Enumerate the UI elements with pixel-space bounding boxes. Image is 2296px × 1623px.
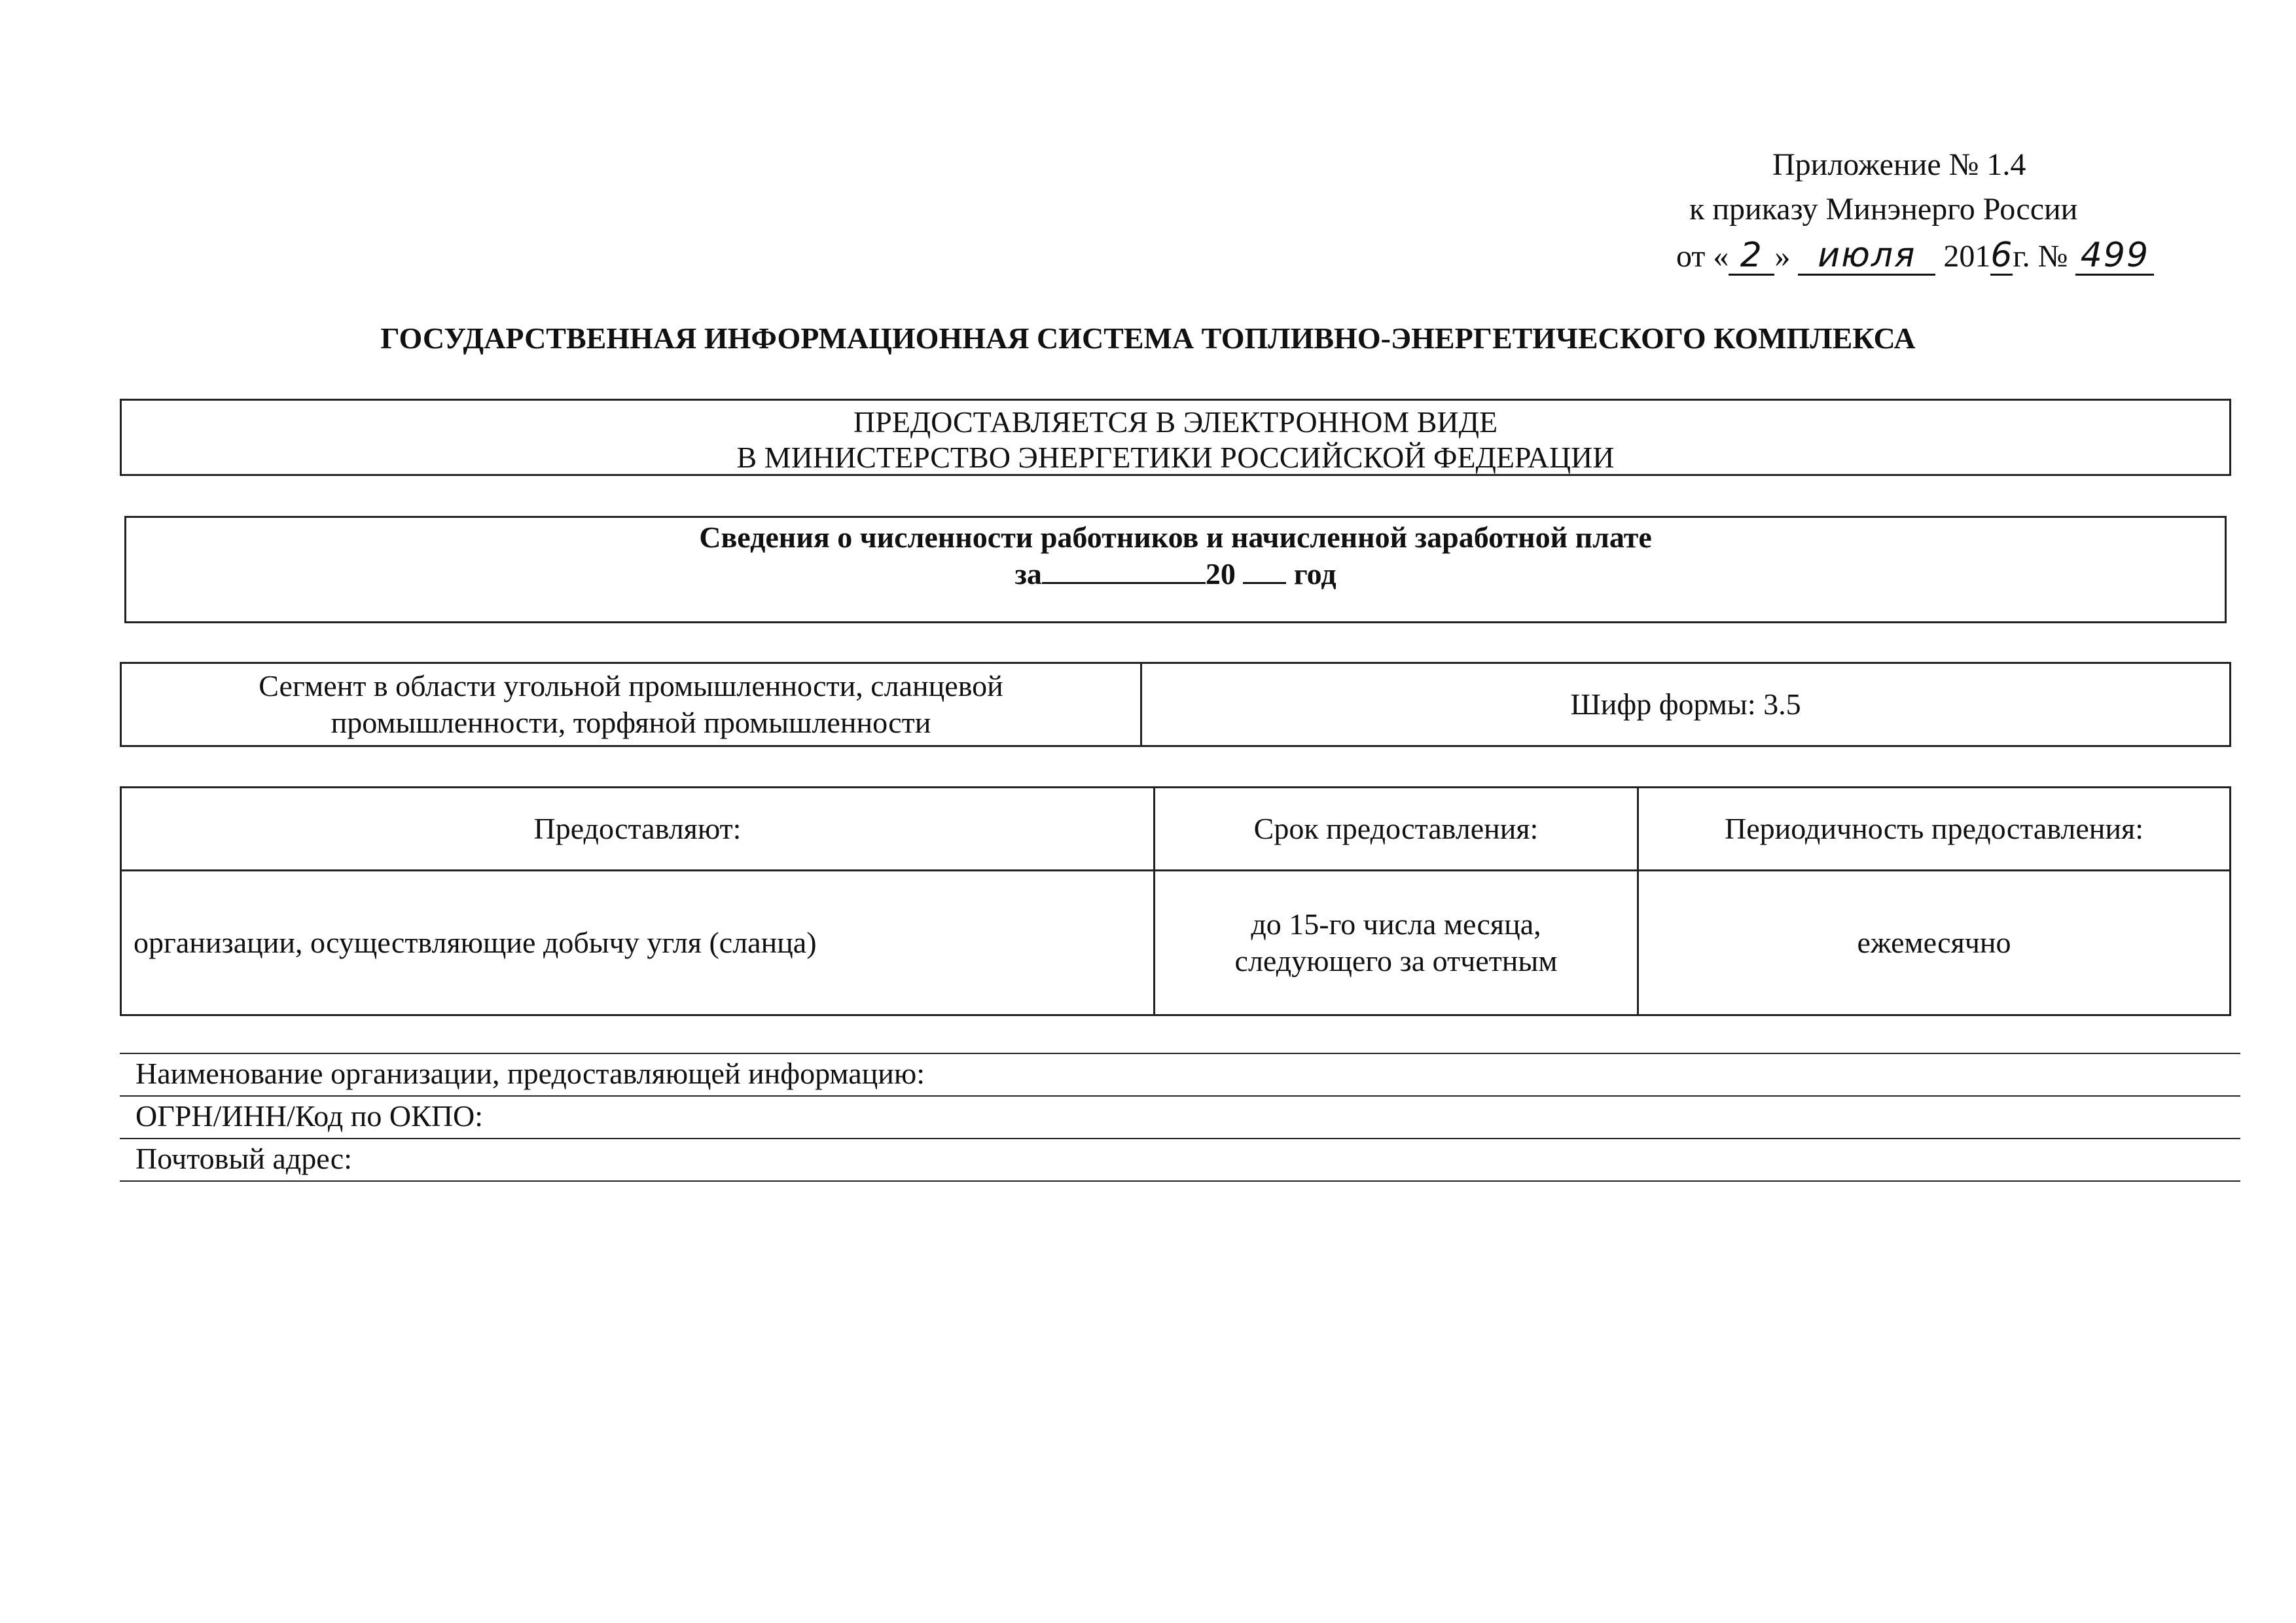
appendix-order-date — [1676, 237, 2154, 276]
table-header-row — [121, 788, 2231, 871]
appendix-order-ref: к приказу Минэнерго России — [1689, 192, 2078, 227]
date-mid: » — [1774, 239, 1791, 274]
field-organization-name: Наименование организации, предоставляющей информацию: — [120, 1053, 2240, 1096]
submission-line-1: ПРЕДОСТАВЛЯЕТСЯ В ЭЛЕКТРОННОМ ВИДЕ — [853, 405, 1498, 439]
segment-cell — [121, 663, 1141, 746]
report-title: Сведения о численности работников и начисленной заработной плате — [699, 520, 1652, 554]
submission-line-2: В МИНИСТЕРСТВО ЭНЕРГЕТИКИ РОССИЙСКОЙ ФЕДЕРАЦИИ — [736, 441, 1615, 474]
deadline-line-2: следующего за отчетным — [1234, 944, 1558, 977]
date-prefix: от « — [1676, 239, 1729, 274]
form-code: Шифр формы: 3.5 — [1570, 687, 1801, 721]
period-prefix: за — [1014, 557, 1042, 591]
handwritten-month: июля — [1798, 237, 1935, 276]
cell-frequency: ежемесячно — [1638, 871, 2231, 1015]
appendix-number: Приложение № 1.4 — [1772, 147, 2026, 182]
header-frequency: Периодичность предоставления: — [1638, 788, 2231, 871]
cell-who: организации, осуществляющие добычу угля (сланца) — [121, 871, 1155, 1015]
segment-line-1: Сегмент в области угольной промышленности, сланцевой — [259, 669, 1003, 702]
period-year: 20 — [1205, 557, 1236, 591]
period-suffix: год — [1293, 557, 1336, 591]
deadline-line-1: до 15-го числа месяца, — [1251, 907, 1541, 941]
submission-box — [120, 399, 2231, 476]
handwritten-order-number: 499 — [2075, 237, 2154, 276]
field-ogrn-inn-okpo: ОГРН/ИНН/Код по ОКПО: — [120, 1095, 2240, 1139]
header-deadline: Срок предоставления: — [1155, 788, 1638, 871]
segment-table — [120, 662, 2231, 747]
period-blank — [1042, 556, 1206, 584]
system-title: ГОСУДАРСТВЕННАЯ ИНФОРМАЦИОННАЯ СИСТЕМА ТОПЛИВНО-ЭНЕРГЕТИЧЕСКОГО КОМПЛЕКСА — [380, 321, 1916, 355]
cell-deadline — [1155, 871, 1638, 1015]
report-period — [126, 556, 2225, 593]
submission-table — [120, 786, 2231, 1016]
year-prefix: 201 — [1943, 239, 1991, 274]
appendix-header — [0, 0, 2296, 301]
handwritten-day: 2 — [1729, 237, 1774, 276]
field-postal-address: Почтовый адрес: — [120, 1138, 2240, 1181]
segment-line-2: промышленности, торфяной промышленности — [331, 706, 931, 739]
field-bottom-rule — [120, 1180, 2240, 1182]
year-blank — [1243, 556, 1286, 584]
form-code-cell — [1141, 663, 2231, 746]
report-title-box — [124, 516, 2227, 623]
order-number-label: г. № — [2013, 239, 2068, 274]
handwritten-year-digit: 6 — [1990, 236, 2014, 275]
header-who: Предоставляют: — [121, 788, 1155, 871]
table-row — [121, 871, 2231, 1015]
